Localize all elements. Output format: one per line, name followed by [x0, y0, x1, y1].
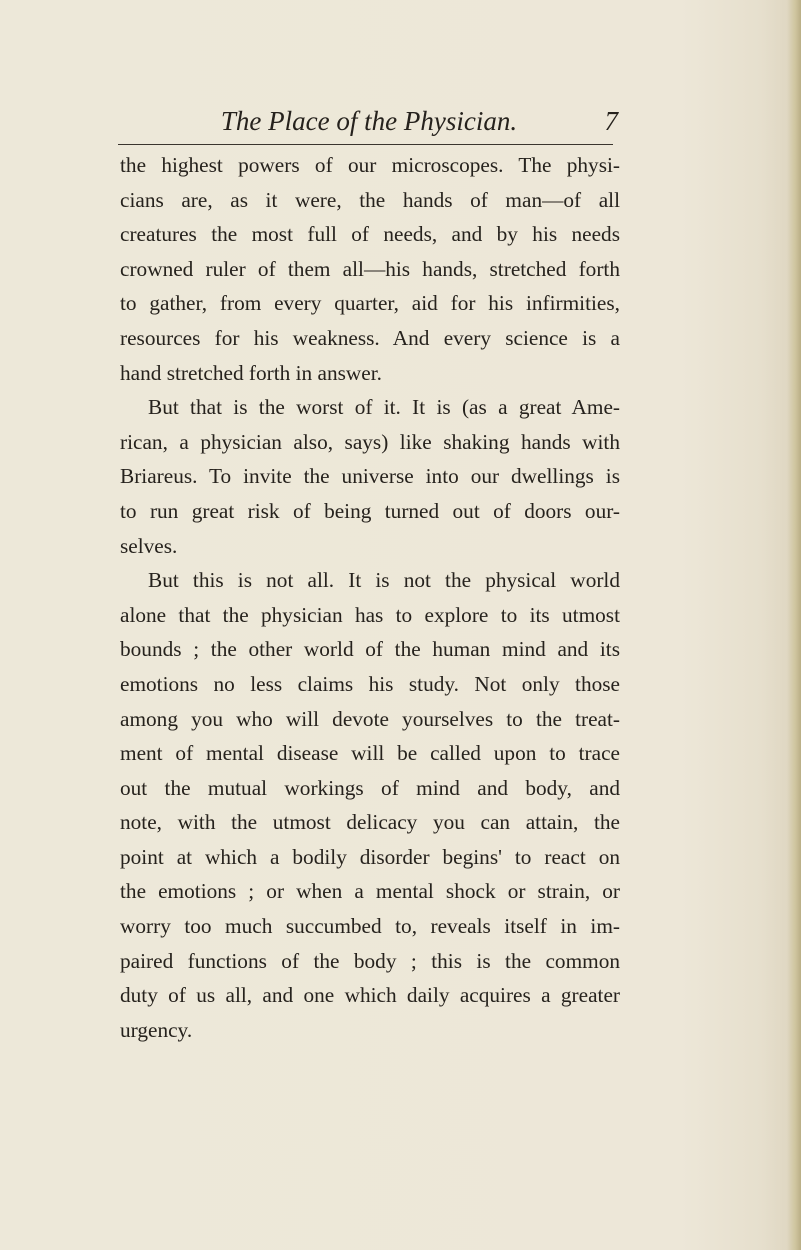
text-line: to gather, from every quarter, aid for his infirmities, — [120, 291, 620, 316]
text-line: bounds ; the other world of the human mind and its — [120, 637, 620, 662]
text-line: But this is not all. It is not the physical world — [148, 568, 620, 593]
header-rule — [118, 144, 613, 145]
text-line: selves. — [120, 533, 178, 558]
text-line: alone that the physician has to explore to its utmost — [120, 602, 620, 627]
running-title: The Place of the Physician. — [220, 106, 518, 136]
text-line: creatures the most full of needs, and by his needs — [120, 222, 620, 247]
text-line: worry too much succumbed to, reveals itself in im- — [120, 914, 620, 939]
text-line: crowned ruler of them all—his hands, stretched forth — [120, 256, 620, 281]
text-line: out the mutual workings of mind and body, and — [120, 775, 620, 800]
text-line: paired functions of the body ; this is the common — [120, 948, 620, 973]
text-line: But that is the worst of it. It is (as a great Ame- — [148, 395, 620, 420]
page-edge-shadow — [787, 0, 801, 1250]
text-line: the highest powers of our microscopes. The physi- — [120, 153, 620, 177]
text-line: resources for his weakness. And every science is a — [120, 325, 620, 350]
text-line: urgency. — [120, 1017, 193, 1042]
body-text — [120, 148, 620, 1047]
text-line: Briareus. To invite the universe into our dwellings is — [120, 464, 620, 489]
text-line: among you who will devote yourselves to the treat- — [120, 706, 620, 731]
page-header — [110, 103, 618, 139]
text-line: to run great risk of being turned out of doors our- — [120, 498, 620, 523]
text-line: hand stretched forth in answer. — [120, 360, 382, 385]
text-line: rican, a physician also, says) like shaking hands with — [120, 429, 620, 454]
text-line: note, with the utmost delicacy you can attain, the — [120, 810, 620, 835]
text-line: duty of us all, and one which daily acquires a greater — [120, 983, 620, 1008]
text-line: ment of mental disease will be called upon to trace — [120, 741, 620, 766]
text-line: point at which a bodily disorder begins' to react on — [120, 844, 620, 869]
text-line: the emotions ; or when a mental shock or strain, or — [120, 879, 620, 904]
text-line: cians are, as it were, the hands of man—of all — [120, 187, 620, 212]
text-line: emotions no less claims his study. Not only those — [120, 671, 620, 696]
page-number: 7 — [604, 106, 618, 136]
